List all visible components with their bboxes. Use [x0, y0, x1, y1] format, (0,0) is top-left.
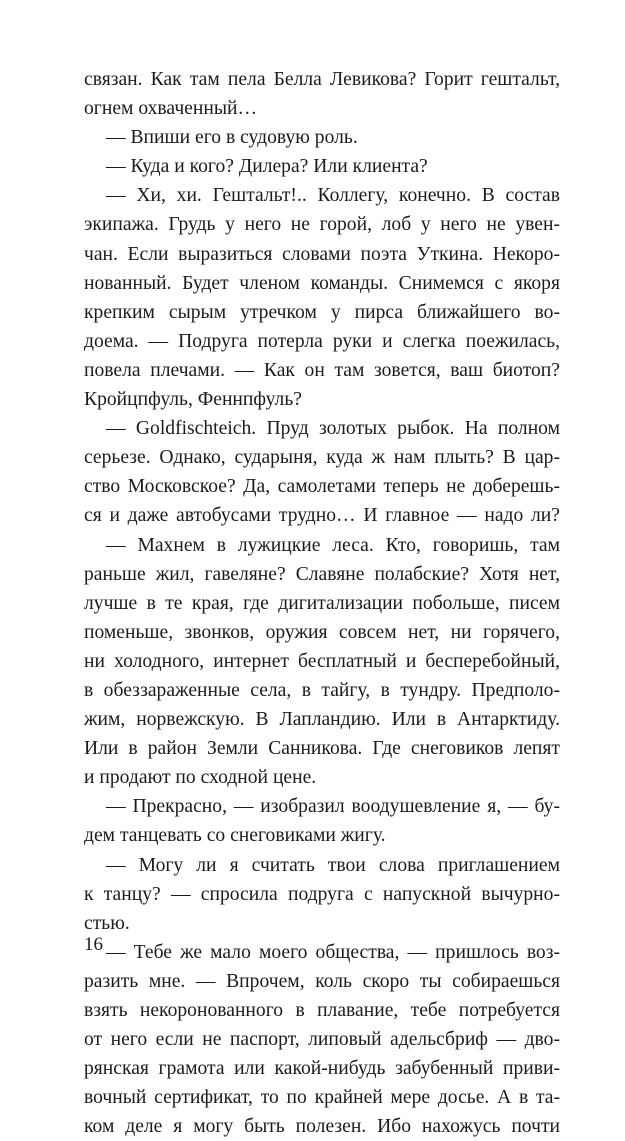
text-line: лучше в те края, где дигитализации побольше, писем [84, 592, 560, 614]
text-line: ком деле я могу быть полезен. Ибо нахожусь почти [84, 1116, 560, 1138]
text-line: — Могу ли я считать твои слова приглашением [106, 854, 560, 876]
text-line: — Махнем в лужицкие леса. Кто, говоришь, там [106, 534, 560, 556]
page-number: 16 [84, 934, 103, 955]
text-line: поменьше, звонков, оружия совсем нет, ни горячего, [84, 621, 560, 643]
text-line: рянская грамота или какой-нибудь забубенный приви- [84, 1058, 560, 1080]
text-line: нованный. Будет членом команды. Снимемся с якоря [84, 272, 560, 294]
text-line: — Впиши его в судовую роль. [106, 127, 358, 149]
text-line: — Тебе же мало моего общества, — пришлось воз- [106, 941, 560, 963]
text-line: серьезе. Однако, сударыня, куда ж нам плыть? В цар- [84, 447, 560, 469]
text-line: вочный сертификат, то по крайней мере досье. А в та- [84, 1087, 560, 1109]
text-line: стью. [84, 912, 130, 934]
text-line: и продают по сходной цене. [84, 767, 317, 789]
text-line: — Куда и кого? Дилера? Или клиента? [106, 156, 428, 178]
text-line: — Goldfischteich. Пруд золотых рыбок. На полном [106, 418, 560, 440]
text-line: раньше жил, гавеляне? Славяне полабские? Хотя нет, [84, 563, 560, 585]
text-line: дем танцевать со снеговиками жигу. [84, 825, 386, 847]
text-line: крепким сырым утречком у пирса ближайшего во- [84, 301, 560, 323]
text-line: экипажа. Грудь у него не горой, лоб у него не увен- [84, 214, 560, 236]
text-line: огнем охваченный… [84, 98, 258, 120]
text-line: — Хи, хи. Гештальт!.. Коллегу, конечно. В состав [106, 185, 560, 207]
page-body-text [84, 65, 560, 1141]
text-line: ни холодного, интернет бесплатный и бесперебойный, [84, 650, 560, 672]
text-line: ство Московское? Да, самолетами теперь не доберешь- [84, 476, 560, 498]
text-line: от него если не паспорт, липовый адельсбриф — дво- [84, 1029, 560, 1051]
text-line: взять некоронованного в плавание, тебе потребуется [84, 1000, 560, 1021]
text-line: к танцу? — спросила подруга с напускной вычурно- [84, 883, 560, 905]
text-line: Или в район Земли Санникова. Где снеговиков лепят [84, 738, 560, 760]
text-line: ся и даже автобусами трудно… И главное — надо ли? [84, 505, 560, 527]
text-line: связан. Как там пела Белла Левикова? Горит гештальт, [84, 69, 560, 90]
text-line: разить мне. — Впрочем, коль скоро ты собираешься [84, 970, 560, 992]
text-line: доема. — Подруга потерла руки и слегка поежилась, [84, 330, 560, 352]
text-line: чан. Если выразиться словами поэта Уткина. Некоро- [84, 243, 560, 265]
text-line: — Прекрасно, — изобразил воодушевление я, — бу- [106, 796, 560, 818]
text-line: в обеззараженные села, в тайгу, в тундру. Предполо- [84, 679, 560, 701]
text-line: повела плечами. — Как он там зовется, ваш биотоп? [84, 359, 560, 381]
text-line: Кройцпфуль, Феннпфуль? [84, 389, 302, 411]
text-line: жим, норвежскую. В Лапландию. Или в Антарктиду. [84, 709, 560, 731]
